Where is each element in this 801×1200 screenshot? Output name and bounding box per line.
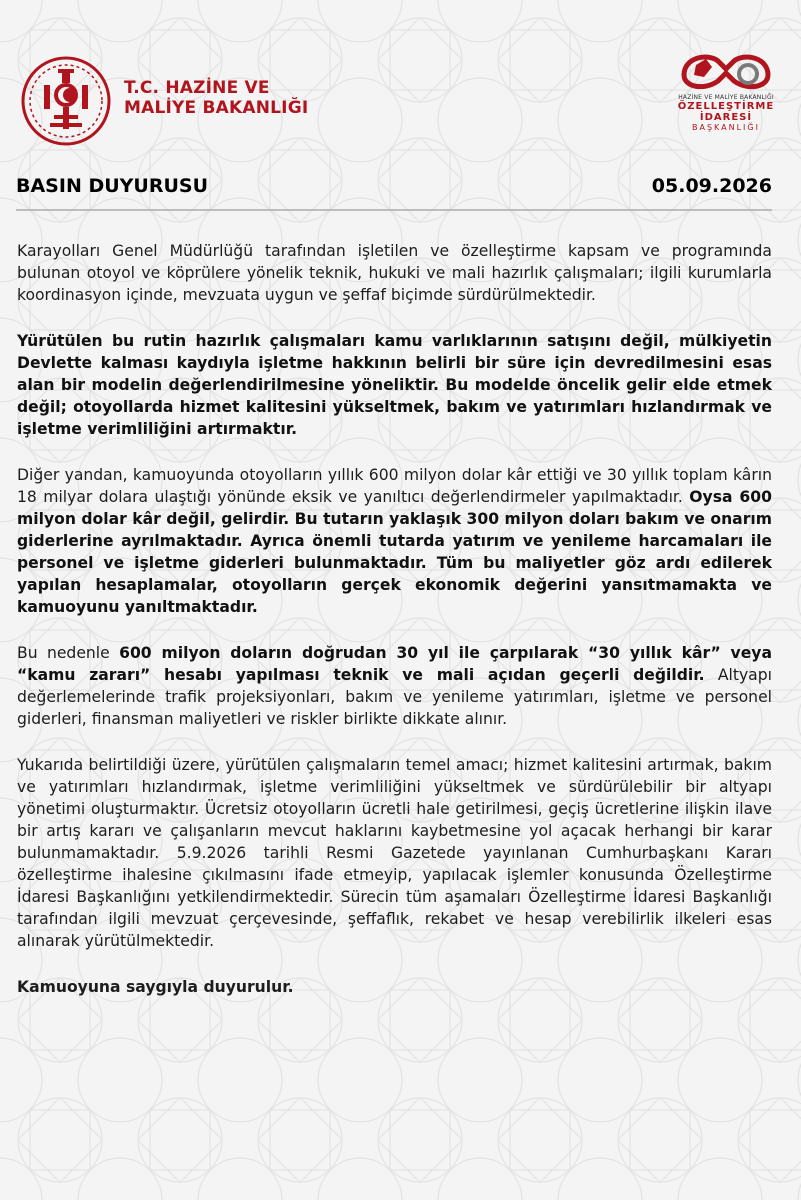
paragraph-4-lead: Bu nedenle [17,644,110,662]
ministry-name-line2: MALİYE BAKANLIĞI [124,98,309,118]
paragraph-1: Karayolları Genel Müdürlüğü tarafından işletilen ve özelleştirme kapsam ve programında bulunan otoyol ve köprülere yönelik teknik, hukuki ve mali hazırlık çalışmaları; ilgili kurumlarla koordinasyon içinde, mevzuata uygun ve şeffaf biçimde sürdürülmektedir. [17,242,772,304]
privatization-administration-logo [672,47,780,157]
paragraph-3 [17,464,772,618]
release-date: 05.09.2026 [651,175,772,197]
oib-name-line2: İDARESİ [699,112,753,123]
ministry-name [124,78,308,118]
paragraph-3-bold: Oysa 600 milyon dolar kâr değil, gelirdir. Bu tutarın yaklaşık 300 milyon doları bakım ve onarım giderlerine ayrılmaktadır. Ayrıca önemli tutarda yatırım ve yenileme harcamaları ile personel ve işletme giderleri bulunmaktadır. Tüm bu maliyetler göz ardı edilerek yapılan hesaplamalar, otoyolların gerçek ekonomik değerini yansıtmamakta ve kamuoyunu yanıltmaktadır. [17,488,772,616]
title-row [16,173,772,211]
oib-name-line3: BAŞKANLIĞI [692,123,760,132]
oib-name-line1: ÖZELLEŞTİRME [677,101,775,112]
paragraph-4 [17,642,772,730]
closing-line: Kamuoyuna saygıyla duyurulur. [17,978,294,996]
oib-ministry-caption: HAZİNE VE MALİYE BAKANLIĞI [678,94,774,101]
privatization-administration-logo-icon [678,47,774,93]
paragraph-4-text: Altyapı değerlemelerinde trafik projeksiyonları, bakım ve yenileme yatırımları, işletme ve personel giderleri, finansman maliyetleri ve riskler birlikte dikkate alınır. [17,666,772,728]
ministry-name-line1: T.C. HAZİNE VE [124,78,270,98]
page-title: BASIN DUYURUSU [16,175,209,197]
press-release-body [17,240,772,1022]
paragraph-2 [17,330,772,440]
ministry-emblem-icon [20,55,112,147]
paragraph-2-bold: Yürütülen bu rutin hazırlık çalışmaları kamu varlıklarının satışını değil, mülkiyetin Devlette kalması kaydıyla işletme hakkının belirli bir süre için devredilmesini esas alan bir modelin değerlendirilmesine yöneliktir. Bu modelde öncelik gelir elde etmek değil; otoyollarda hizmet kalitesini yükseltmek, bakım ve yatırımları hızlandırmak ve işletme verimliliğini artırmaktır. [17,332,772,438]
paragraph-5: Yukarıda belirtildiği üzere, yürütülen çalışmaların temel amacı; hizmet kalitesini artırmak, bakım ve yatırımları hızlandırmak, işletme verimliliğini yükseltmek ve sürdürülebilir bir altyapı yönetimi oluşturmaktır. Ücretsiz otoyolların ücretli hale getirilmesi, geçiş ücretlerine ilişkin ilave bir artış kararı ve çalışanların mevcut haklarını kaybetmesine yol açacak herhangi bir karar bulunmamaktadır. 5.9.2026 tarihli Resmi Gazetede yayınlanan Cumhurbaşkanı Kararı özelleştirme ihalesine çıkılmasını ifade etmeyip, yapılacak işlemler konusunda Özelleştirme İdaresi Başkanlığını yetkilendirmektedir. Sürecin tüm aşamaları Özelleştirme İdaresi Başkanlığı tarafından ilgili mevzuat çerçevesinde, şeffaflık, rekabet ve hesap verebilirlik ilkeleri esas alınarak yürütülmektedir. [17,756,772,950]
paragraph-4-bold: 600 milyon doların doğrudan 30 yıl ile çarpılarak “30 yıllık kâr” veya “kamu zararı” hesabı yapılması teknik ve mali açıdan geçerli değildir. [17,644,772,684]
paragraph-3-text: Diğer yandan, kamuoyunda otoyolların yıllık 600 milyon dolar kâr ettiği ve 30 yıllık toplam kârın 18 milyar dolara ulaştığı yönünde eksik ve yanıltıcı değerlendirmeler yapılmaktadır. [17,466,772,506]
